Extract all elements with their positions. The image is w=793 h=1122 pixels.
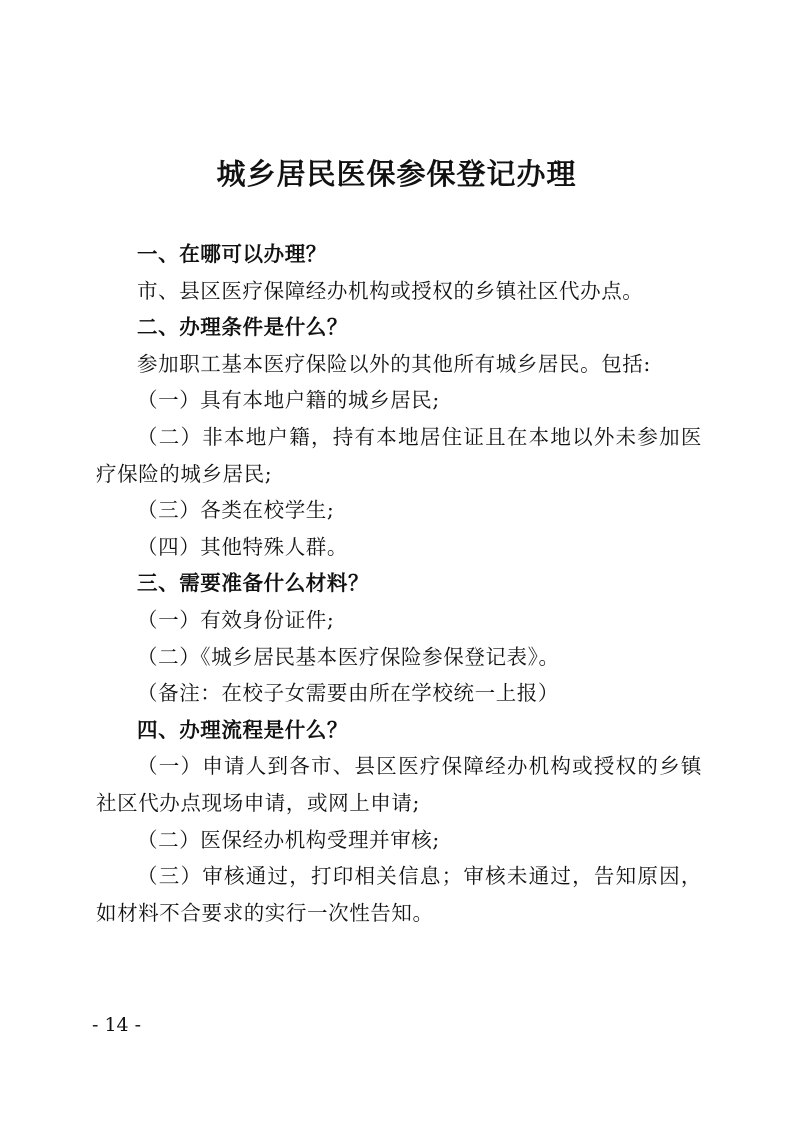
- list-item: （二）非本地户籍，持有本地居住证且在本地以外未参加医疗保险的城乡居民;: [96, 424, 702, 486]
- page-number: - 14 -: [92, 1014, 142, 1036]
- document-body: [96, 236, 702, 931]
- section-heading-process: 四、办理流程是什么？: [137, 717, 348, 742]
- paragraph: 参加职工基本医疗保险以外的其他所有城乡居民。包括:: [137, 351, 651, 376]
- list-item: （四）其他特殊人群。: [137, 534, 348, 559]
- list-item: （三）审核通过，打印相关信息；审核未通过，告知原因，如材料不合要求的实行一次性告知。: [96, 864, 702, 925]
- document-title: 城乡居民医保参保登记办理: [216, 157, 577, 191]
- list-item: （一）申请人到各市、县区医疗保障经办机构或授权的乡镇社区代办点现场申请，或网上申请;: [96, 754, 702, 815]
- list-item: （一）有效身份证件;: [137, 607, 335, 632]
- list-item: （三）各类在校学生;: [137, 498, 335, 523]
- section-heading-conditions: 二、办理条件是什么？: [137, 315, 348, 340]
- list-item: （二）医保经办机构受理并审核;: [137, 827, 440, 852]
- section-heading-where: 一、在哪可以办理？: [137, 242, 327, 266]
- section-heading-materials: 三、需要准备什么材料？: [137, 571, 370, 596]
- note-paragraph: （备注：在校子女需要由所在学校统一上报）: [137, 681, 559, 706]
- list-item: （二）《城乡居民基本医疗保险参保登记表》。: [137, 644, 560, 669]
- paragraph: 市、县区医疗保障经办机构或授权的乡镇社区代办点。: [137, 278, 644, 303]
- list-item: （一）具有本地户籍的城乡居民;: [137, 388, 440, 413]
